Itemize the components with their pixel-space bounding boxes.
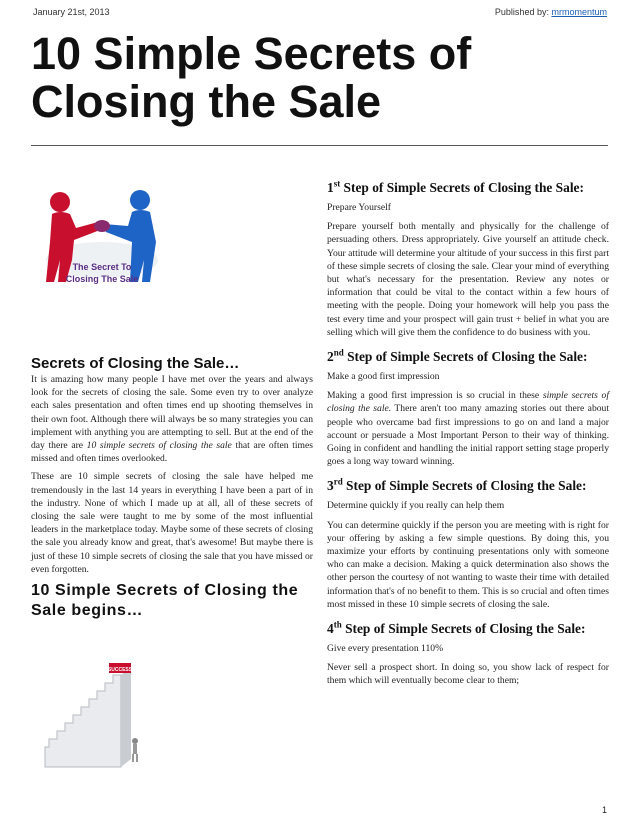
step-1-number: 1 [327, 180, 334, 195]
intro-paragraph-2: These are 10 simple secrets of closing the sale have helped me tremendously in the last 14 years in everything I have been a part of in the industry. None of which I made up at all, all of these secrets of closing the sale were taught to me by some of the most influential leaders in the marketplace today. Maybe some of these secrets of closing the sale you already know and great, that's awesome! But maybe there is just of these 10 simple secrets of closing the sale that you have missed or even forgotten. [31, 471, 313, 575]
step-4-ordinal: th [333, 619, 342, 630]
step-2-body-emphasis: simple secrets of closing the sale. [327, 390, 609, 415]
section-heading-secrets: Secrets of Closing the Sale… [31, 355, 240, 372]
step-2-body-a: Making a good first impression is so crucial in these [327, 390, 543, 402]
stairs-label: SUCCESS [107, 667, 133, 673]
step-2-ordinal: nd [333, 347, 344, 358]
step-4-body: Never sell a prospect short. In doing so, you show lack of respect for them which will eventually become clear to them; [327, 662, 609, 687]
published-label: Published by: [494, 7, 549, 17]
step-1-subtitle: Prepare Yourself [327, 202, 391, 213]
intro-p1-emphasis: 10 simple secrets of closing the sale [86, 440, 232, 452]
step-1-heading-text: Step of Simple Secrets of Closing the Sale: [340, 180, 584, 195]
title-divider [31, 145, 608, 146]
step-2-subtitle: Make a good first impression [327, 371, 440, 383]
step-4-subtitle: Give every presentation 110% [327, 643, 444, 655]
handshake-illustration [40, 182, 163, 295]
step-3-number: 3 [327, 478, 334, 494]
step-3-section [327, 478, 609, 611]
step-2-body [327, 389, 609, 468]
right-column [327, 180, 609, 698]
step-2-number: 2 [327, 349, 334, 365]
success-stairs-illustration [35, 655, 145, 775]
step-1-ordinal: st [333, 178, 341, 189]
step-3-subtitle: Determine quickly if you really can help them [327, 500, 505, 512]
step-3-heading-text: Step of Simple Secrets of Closing the Sale: [342, 478, 587, 494]
author-link[interactable]: mrmomentum [551, 7, 607, 17]
step-2-heading [327, 349, 609, 365]
intro-paragraph-1 [31, 373, 313, 465]
published-by [495, 7, 607, 17]
document-title: 10 Simple Secrets of Closing the Sale [31, 28, 472, 127]
step-4-heading-text: Step of Simple Secrets of Closing the Sale: [341, 621, 586, 637]
step-2-heading-text: Step of Simple Secrets of Closing the Sale: [343, 349, 588, 365]
step-3-heading [327, 478, 609, 494]
intro-p1-text-b: that are often times missed and often times overlooked. [31, 440, 313, 465]
page-number: 1 [601, 805, 607, 815]
step-1-heading [327, 180, 609, 196]
publish-date: January 21st, 2013 [33, 7, 110, 17]
step-3-ordinal: rd [333, 476, 343, 487]
step-2-section [327, 349, 609, 468]
step-1-body: Prepare yourself both mentally and physically for the challenge of persuading others. Dress appropriately. Give yourself an attitude check. Your attitude will determine your altitude of your success in this first part of these simple secrets of closing the sale. Clear your mind of everything but what's necessary for the presentation. Review any notes or information that could be vital to the contact within a few hours of meeting with the people. Doing your homework will help you pass the test every time and your prospect will gain trust + belief in what you are selling which will give them the confidence to do business with you. [327, 221, 609, 338]
step-4-section [327, 621, 609, 688]
step-1-section [327, 180, 609, 339]
step-4-number: 4 [327, 621, 334, 637]
left-column [31, 355, 313, 621]
step-4-heading [327, 621, 609, 637]
handshake-caption-line1: The Secret To [72, 262, 132, 272]
intro-p1-text-a: It is amazing how many people I have met over the years and always look for the secrets of closing the sale. Some even try to over analyze each sales presentation and often times end up shooting themselves in their own foot. Although there will always be so many strategies you can implement with anything you are attempting to sell. But at the end of the day there are [31, 374, 313, 452]
step-2-body-b: There aren't too many amazing stories out there about people who overcame bad first impressions to go on and land a major account or persuade a Most Important Person to their way of thinking. Going in confident and handling the initial rapport setting stage properly goes a long way toward winning. [327, 403, 609, 468]
handshake-caption-line2: Closing The Sale [65, 274, 139, 284]
step-3-body: You can determine quickly if the person you are meeting with is right for your offering by asking a few simple questions. By doing this, you maximize your efforts by continuing presentations only with someone who can make a decision. Making a quick determination also shows the other person the courtesy of not wanting to waste their time with detailed information that's of no benefit to them. This is so crucial and often times most missed in these 10 simple secrets of closing the sale. [327, 519, 609, 610]
section-heading-begins: 10 Simple Secrets of Closing the Sale begins… [31, 582, 299, 620]
